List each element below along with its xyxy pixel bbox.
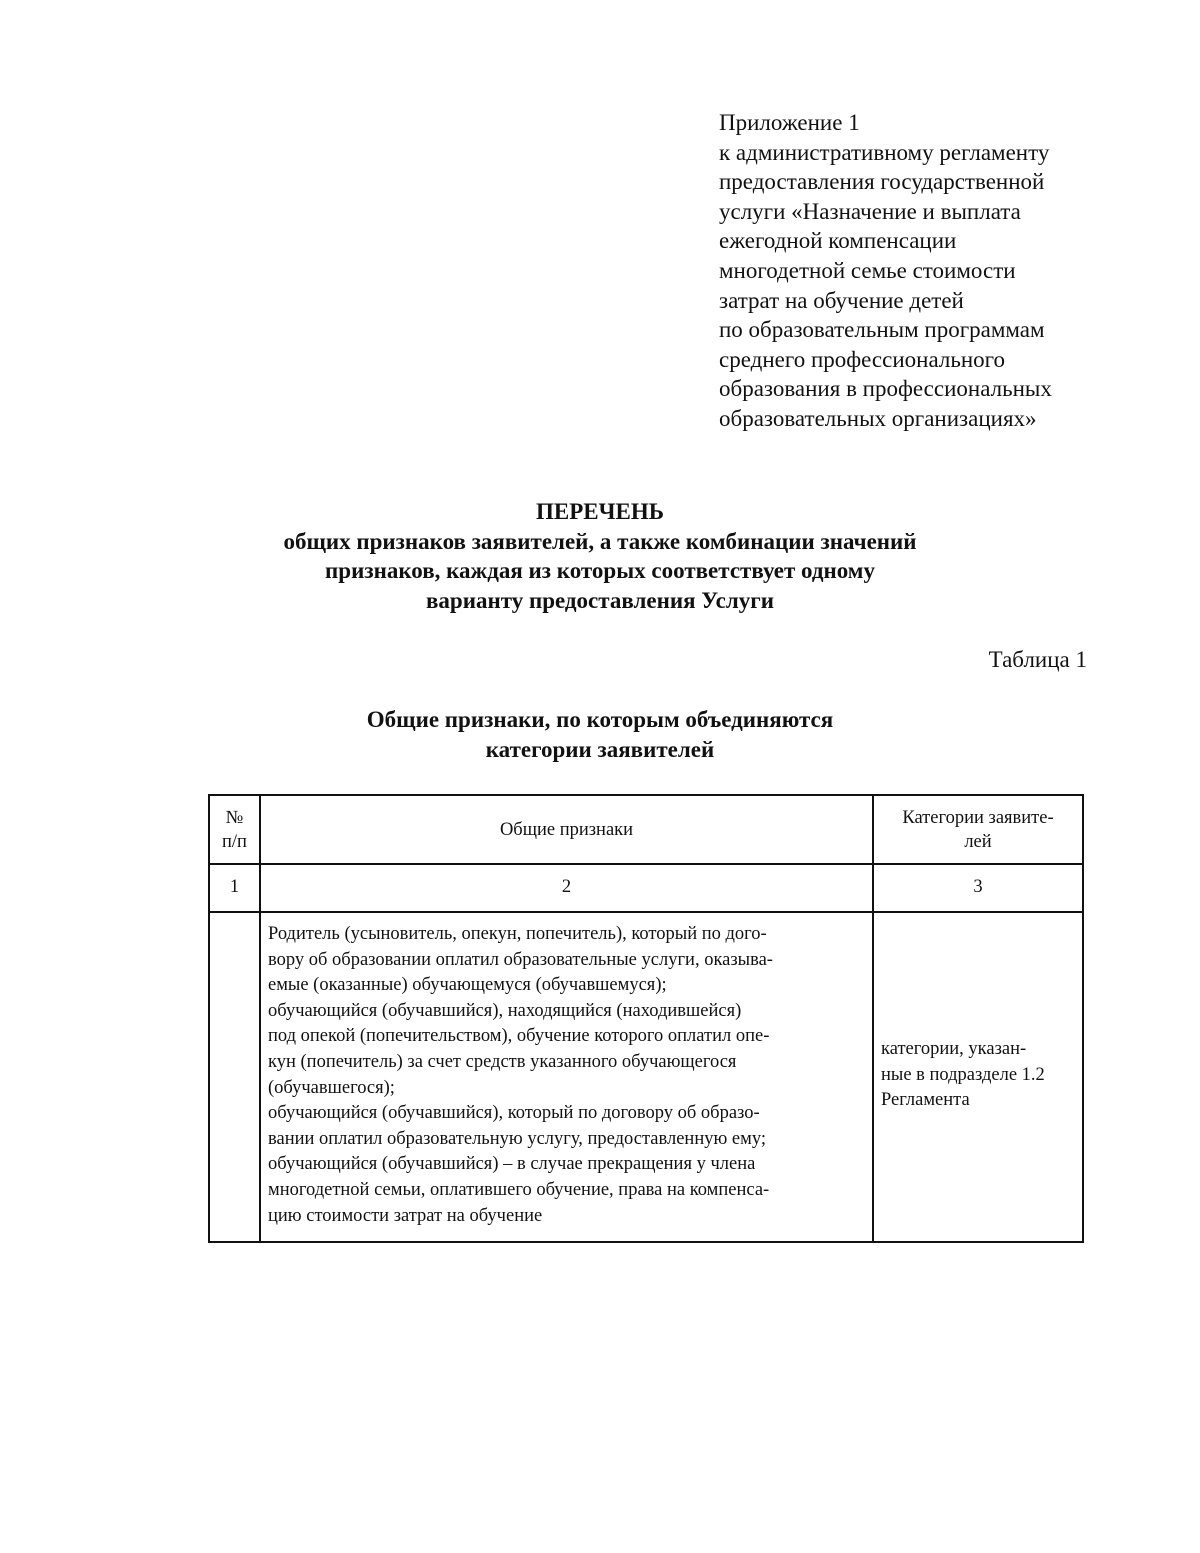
- features-line: Родитель (усыновитель, опекун, попечитель), который по дого-: [268, 924, 767, 944]
- table-label: Таблица 1: [988, 647, 1087, 672]
- features-line: емые (оказанные) обучающемуся (обучавшемуся);: [268, 975, 667, 996]
- header-num: [209, 795, 260, 864]
- table-title: [0, 705, 1200, 764]
- row-features-text: [261, 913, 872, 1241]
- categories-line: категории, указан-: [881, 1039, 1027, 1060]
- appendix-line: многодетной семье стоимости: [719, 257, 1016, 283]
- column-number: 3: [873, 864, 1083, 912]
- title-main: ПЕРЕЧЕНЬ: [536, 499, 664, 524]
- features-line: вании оплатил образовательную услугу, предоставленную ему;: [268, 1128, 766, 1149]
- appendix-line: по образовательным программам: [719, 317, 1045, 343]
- features-line: обучающийся (обучавшийся) – в случае прекращения у члена: [268, 1154, 756, 1175]
- header-categories: [873, 795, 1083, 864]
- categories-line: ные в подразделе 1.2: [881, 1064, 1045, 1085]
- title-subline: общих признаков заявителей, а также комбинации значений: [283, 528, 917, 554]
- header-categories-line: лей: [964, 831, 992, 852]
- header-categories-line: Категории заявите-: [902, 807, 1054, 828]
- row-categories: [873, 912, 1083, 1242]
- column-number: 2: [260, 864, 873, 912]
- appendix-line: ежегодной компенсации: [719, 228, 957, 254]
- header-features: Общие признаки: [260, 795, 873, 864]
- appendix-line: предоставления государственной: [719, 169, 1045, 195]
- features-line: кун (попечитель) за счет средств указанного обучающегося: [268, 1051, 737, 1072]
- features-line: цию стоимости затрат на обучение: [268, 1205, 543, 1226]
- categories-line: Регламента: [881, 1090, 970, 1111]
- title-subline: признаков, каждая из которых соответствует одному: [325, 558, 875, 583]
- features-line: обучающийся (обучавшийся), который по договору об образо-: [268, 1103, 760, 1124]
- appendix-block: [719, 108, 1119, 434]
- row-features: [260, 912, 873, 1242]
- table-title-line: категории заявителей: [485, 736, 715, 762]
- header-num-line: п/п: [222, 831, 247, 852]
- appendix-line: услуги «Назначение и выплата: [719, 198, 1021, 224]
- features-line: под опекой (попечительством), обучение которого оплатил опе-: [268, 1026, 770, 1047]
- header-num-line: №: [225, 807, 244, 828]
- appendix-line: к административному регламенту: [719, 139, 1050, 165]
- features-line: обучающийся (обучавшийся), находящийся (находившейся): [268, 1000, 742, 1021]
- features-table: [208, 794, 1084, 1243]
- column-number-row: [209, 864, 1083, 912]
- table-title-line: Общие признаки, по которым объединяются: [366, 707, 834, 732]
- features-line: вору об образовании оплатил образовательные услуги, оказыва-: [268, 949, 773, 970]
- table-header-row: [209, 795, 1083, 864]
- row-num: [209, 912, 260, 1242]
- row-categories-text: [874, 1028, 1082, 1126]
- column-number: 1: [209, 864, 260, 912]
- appendix-line: затрат на обучение детей: [719, 287, 964, 313]
- features-line: многодетной семьи, оплатившего обучение, права на компенса-: [268, 1179, 770, 1200]
- title-subline: варианту предоставления Услуги: [426, 587, 774, 613]
- table-row: [209, 912, 1083, 1242]
- appendix-line: среднего профессионального: [719, 346, 1006, 372]
- features-line: (обучавшегося);: [268, 1077, 395, 1098]
- document-title: [0, 497, 1200, 615]
- appendix-line: образования в профессиональных: [719, 376, 1052, 402]
- appendix-line: образовательных организациях»: [719, 405, 1037, 431]
- appendix-line: Приложение 1: [719, 110, 860, 135]
